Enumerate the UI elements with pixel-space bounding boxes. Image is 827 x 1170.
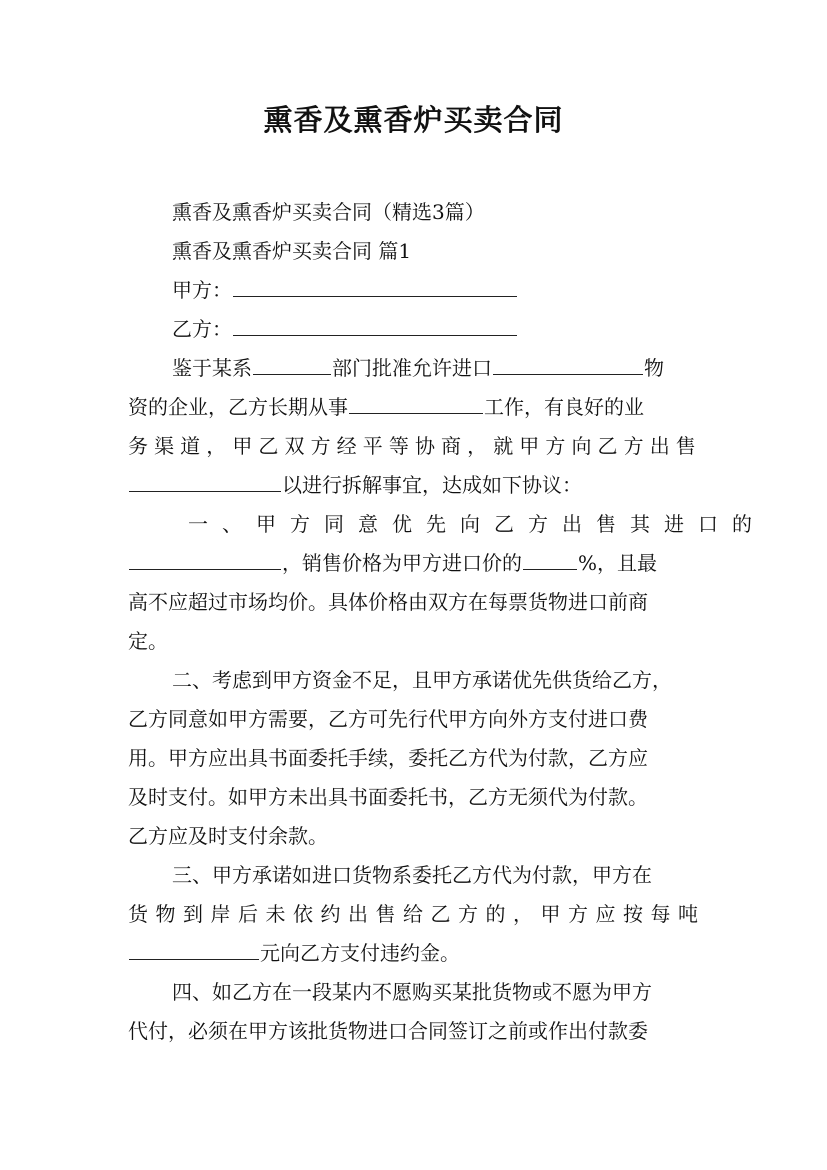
text-span: ，销售价格为甲方进口价的 [282, 551, 522, 575]
paragraph-line: 及时支付。如甲方未出具书面委托书，乙方无须代为付款。 [128, 785, 648, 809]
text-span: 部门批准允许进口 [332, 356, 492, 380]
paragraph-line: 二、考虑到甲方资金不足，且甲方承诺优先供货给乙方， [172, 668, 672, 692]
blank [493, 355, 643, 375]
text-span: %，且最 [578, 551, 658, 575]
text-span: 工作，有良好的业 [484, 395, 644, 419]
party-a-blank [233, 277, 517, 297]
text-span: 物 [644, 356, 664, 380]
text-span: 资的企业，乙方长期从事 [128, 395, 348, 419]
paragraph-line: 三、甲方承诺如进口货物系委托乙方代为付款，甲方在 [172, 863, 652, 887]
paragraph-line: 务渠道，甲乙双方经平等协商，就甲方向乙方出售 [128, 434, 700, 458]
party-b-blank [233, 316, 517, 336]
blank [253, 355, 331, 375]
text-span: 元向乙方支付违约金。 [260, 941, 460, 965]
text-span: 鉴于某系 [172, 356, 252, 380]
party-b-label: 乙方： [172, 317, 232, 341]
paragraph-line [128, 472, 582, 498]
blank [349, 394, 483, 414]
section-heading: 熏香及熏香炉买卖合同 篇1 [172, 239, 412, 263]
text-span: 以进行拆解事宜，达成如下协议： [282, 473, 582, 497]
paragraph-line: 用。甲方应出具书面委托手续，委托乙方代为付款，乙方应 [128, 746, 648, 770]
blank [523, 550, 577, 570]
paragraph-line [128, 940, 460, 966]
party-b-line [172, 316, 518, 342]
party-a-label: 甲方： [172, 278, 232, 302]
paragraph-line [128, 550, 657, 576]
blank [129, 472, 281, 492]
blank [129, 550, 281, 570]
paragraph-line: 乙方应及时支付余款。 [128, 824, 328, 848]
paragraph-line: 货物到岸后未依约出售给乙方的，甲方应按每吨 [128, 902, 706, 926]
blank [129, 940, 259, 960]
document-title: 熏香及熏香炉买卖合同 [263, 103, 564, 137]
paragraph-line: 定。 [128, 629, 168, 653]
paragraph-line: 一、甲方同意优先向乙方出售其进口的 [188, 512, 766, 536]
party-a-line [172, 277, 518, 303]
paragraph-line: 高不应超过市场均价。具体价格由双方在每票货物进口前商 [128, 590, 648, 614]
paragraph-line: 乙方同意如甲方需要，乙方可先行代甲方向外方支付进口费 [128, 707, 648, 731]
paragraph-line [172, 355, 664, 381]
paragraph-line: 代付，必须在甲方该批货物进口合同签订之前或作出付款委 [128, 1019, 648, 1043]
paragraph-line [128, 394, 644, 420]
paragraph-line: 四、如乙方在一段某内不愿购买某批货物或不愿为甲方 [172, 980, 652, 1004]
subtitle: 熏香及熏香炉买卖合同（精选3篇） [172, 200, 485, 224]
